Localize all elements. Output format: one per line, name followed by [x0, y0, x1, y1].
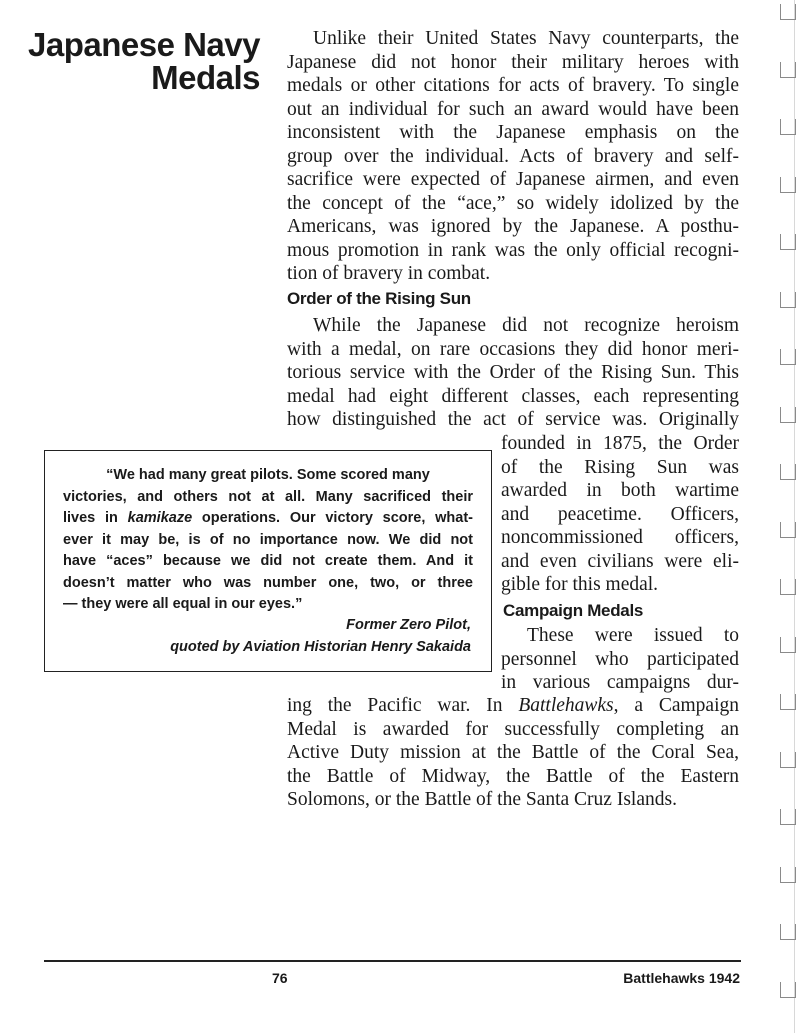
text-line: awarded in both wartime — [501, 480, 739, 501]
binder-hole-icon — [780, 234, 796, 250]
binder-edge — [760, 0, 800, 1033]
binder-hole-icon — [780, 292, 796, 308]
attribution-line: Former Zero Pilot, — [346, 617, 471, 633]
text-line: These were issued to — [527, 625, 739, 646]
text-line — [287, 694, 739, 718]
text-line: gible for this medal. — [501, 574, 659, 595]
text-line: torious service with the Order of the Rising Sun. This — [287, 362, 739, 383]
campaign-heading: Campaign Medals — [503, 601, 644, 620]
text-line: sacrifice were expected of Japanese airmen, and even — [287, 169, 739, 190]
text-line: personnel who participated — [501, 648, 739, 670]
text-line: out an individual for such an award would have been — [287, 98, 739, 120]
text-line: group over the individual. Acts of bravery and self- — [287, 145, 739, 167]
text-line: and peacetime. Officers, — [501, 503, 739, 525]
book-title: Battlehawks 1942 — [623, 970, 740, 986]
quote-line: “We had many great pilots. Some scored many — [106, 467, 430, 483]
quote-line: — they were all equal in our eyes.” — [63, 596, 303, 612]
binder-hole-icon — [780, 579, 796, 595]
binder-hole-icon — [780, 522, 796, 538]
binder-hole-icon — [780, 637, 796, 653]
binder-hole-icon — [780, 752, 796, 768]
rising-sun-paragraph-cont — [501, 432, 739, 597]
page-title — [20, 28, 260, 94]
binder-hole-icon — [780, 464, 796, 480]
text-line: the concept of the “ace,” so widely idolized by the — [287, 192, 739, 214]
text-line: Solomons, or the Battle of the Santa Cruz Islands. — [287, 789, 677, 810]
quote-line: ever it may be, is of no importance now. We did not — [63, 531, 473, 548]
text-line: medals or other citations for acts of bravery. To single — [287, 75, 739, 96]
emphasis-text: kamikaze — [127, 510, 193, 526]
text-line: Active Duty mission at the Battle of the Coral Sea, — [287, 742, 739, 763]
quote-box — [44, 450, 492, 672]
text-fragment: , a Campaign — [613, 695, 740, 716]
text-line: in various campaigns dur- — [501, 672, 739, 693]
text-fragment: lives in — [63, 510, 128, 526]
binder-hole-icon — [780, 4, 796, 20]
game-title: Battlehawks — [518, 695, 614, 716]
text-line: While the Japanese did not recognize heroism — [313, 315, 739, 336]
campaign-paragraph — [501, 624, 739, 695]
binder-hole-icon — [780, 924, 796, 940]
binder-hole-icon — [780, 809, 796, 825]
attribution-line: quoted by Aviation Historian Henry Sakaida — [170, 638, 471, 655]
text-line: and even civilians were eli- — [501, 550, 739, 572]
page-title-line: Japanese Navy — [28, 26, 260, 63]
binder-hole-icon — [780, 867, 796, 883]
binder-hole-icon — [780, 982, 796, 998]
rising-sun-heading: Order of the Rising Sun — [287, 289, 471, 308]
binder-hole-icon — [780, 694, 796, 710]
text-line: Americans, was ignored by the Japanese. A posthu- — [287, 216, 739, 237]
intro-paragraph — [287, 27, 739, 286]
quote-line: victories, and others not at all. Many sacrificed their — [63, 488, 473, 505]
text-line: how distinguished the act of service was. Originally — [287, 409, 739, 430]
text-fragment: operations. Our victory score, what- — [192, 510, 473, 526]
text-line: noncommissioned officers, — [501, 527, 739, 548]
text-line: with a medal, on rare occasions they did honor meri- — [287, 338, 739, 360]
quote-text — [63, 465, 473, 616]
campaign-paragraph-cont — [287, 694, 739, 812]
binder-hole-icon — [780, 407, 796, 423]
text-line: Japanese did not honor their military heroes with — [287, 51, 739, 73]
quote-line: have “aces” because we did not create them. And it — [63, 553, 473, 569]
quote-line — [63, 508, 473, 530]
text-line: the Battle of Midway, the Battle of the Eastern — [287, 765, 739, 787]
text-line: tion of bravery in combat. — [287, 263, 491, 284]
quote-attribution — [170, 615, 471, 658]
text-line: medal had eight different classes, each representing — [287, 385, 739, 407]
binder-hole-icon — [780, 349, 796, 365]
text-line: mous promotion in rank was the only official recogni- — [287, 239, 739, 261]
binder-hole-icon — [780, 177, 796, 193]
text-line: of the Rising Sun was — [501, 456, 739, 478]
page-title-line: Medals — [151, 59, 260, 96]
text-fragment: ing the Pacific war. In — [287, 695, 519, 716]
text-line: inconsistent with the Japanese emphasis on the — [287, 122, 739, 143]
quote-line: doesn’t matter who was number one, two, or three — [63, 574, 473, 591]
text-line: Unlike their United States Navy counterparts, the — [313, 28, 739, 49]
footer-rule — [44, 960, 741, 962]
binder-hole-icon — [780, 62, 796, 78]
text-line: founded in 1875, the Order — [501, 433, 739, 454]
rising-sun-paragraph — [287, 314, 739, 432]
binder-hole-icon — [780, 119, 796, 135]
text-line: Medal is awarded for successfully completing an — [287, 718, 739, 740]
page-number: 76 — [272, 970, 288, 986]
